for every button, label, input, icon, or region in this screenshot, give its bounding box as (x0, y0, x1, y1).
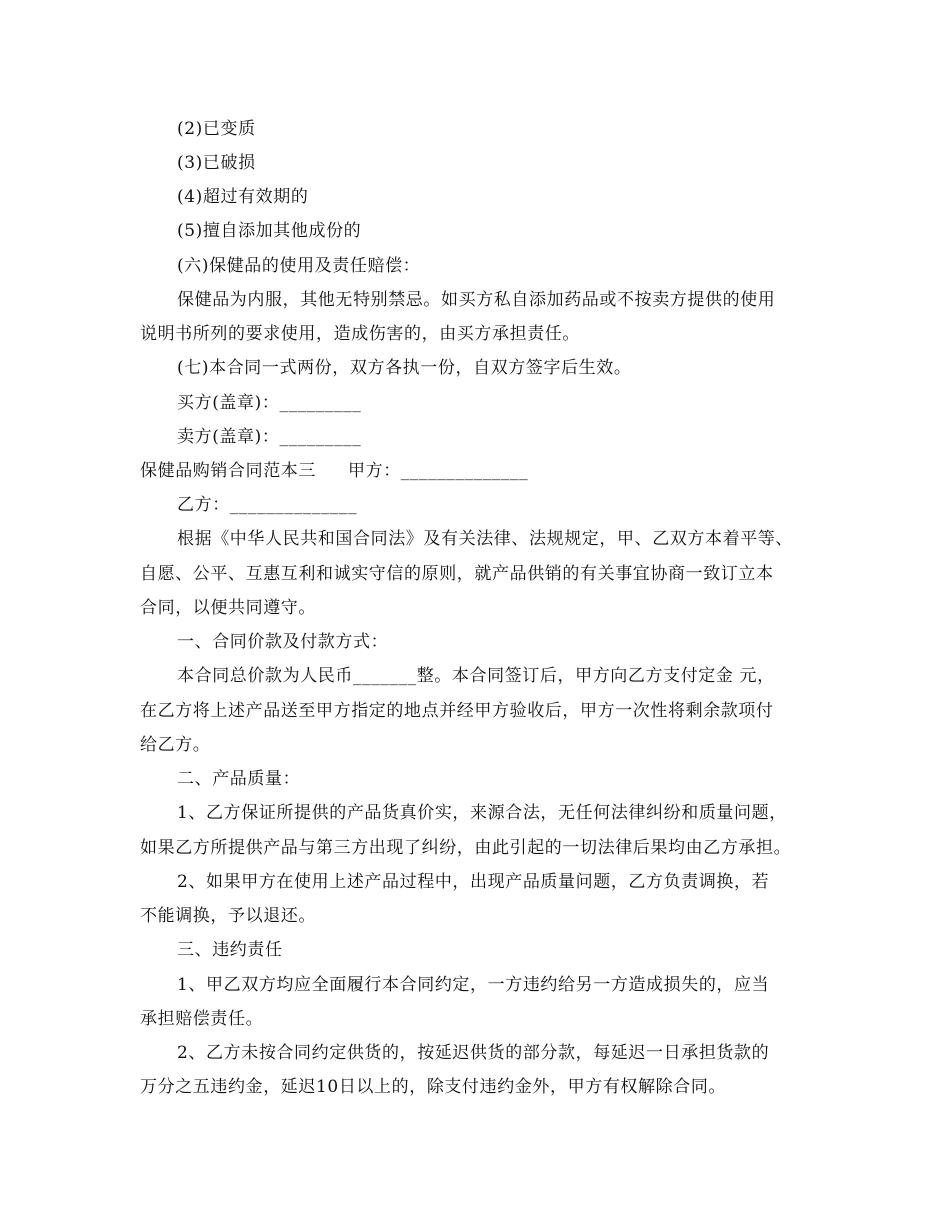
section-1-line-1: 本合同总价款为人民币_______整。本合同签订后，甲方向乙方支付定金 元， (177, 666, 775, 686)
contract-three-title-row (140, 460, 528, 482)
section-2-clause-1-line-2: 如果乙方所提供产品与第三方出现了纠纷，由此引起的一切法律后果均由乙方承担。 (140, 838, 792, 858)
item-2-deteriorated: (2)已变质 (177, 119, 256, 139)
seller-seal-line: 卖方(盖章)：_________ (177, 427, 362, 447)
buyer-seal-line: 买方(盖章)：_________ (177, 393, 362, 413)
item-4-expired: (4)超过有效期的 (177, 187, 309, 207)
preamble-line-3: 合同，以便共同遵守。 (140, 598, 316, 618)
section-2-clause-2-line-2: 不能调换，予以退还。 (140, 906, 316, 926)
section-2-clause-1-line-1: 1、乙方保证所提供的产品货真价实，来源合法，无任何法律纠纷和质量问题， (177, 803, 787, 823)
preamble-line-2: 自愿、公平、互惠互利和诚实守信的原则，就产品供销的有关事宜协商一致订立本 (140, 564, 774, 584)
section-3-clause-1-line-1: 1、甲乙双方均应全面履行本合同约定，一方违约给另一方造成损失的，应当 (177, 975, 770, 995)
section-3-clause-2-line-1: 2、乙方未按合同约定供货的，按延迟供货的部分款，每延迟一日承担货款的 (177, 1043, 770, 1063)
section-6-heading: (六)保健品的使用及责任赔偿： (177, 256, 421, 276)
section-1-line-3: 给乙方。 (140, 735, 211, 755)
section-3-heading: 三、违约责任 (177, 940, 283, 960)
section-1-heading: 一、合同价款及付款方式： (177, 632, 389, 652)
item-5-additives: (5)擅自添加其他成份的 (177, 221, 362, 241)
preamble-line-1: 根据《中华人民共和国合同法》及有关法律、法规规定，甲、乙双方本着平等、 (177, 529, 793, 549)
item-3-damaged: (3)已破损 (177, 153, 256, 173)
contract-three-title: 保健品购销合同范本三 (140, 461, 316, 481)
party-b-line: 乙方：______________ (177, 495, 358, 515)
party-a-line: 甲方：______________ (348, 461, 529, 481)
section-3-clause-2-line-2: 万分之五违约金，延迟10日以上的，除支付违约金外，甲方有权解除合同。 (140, 1077, 727, 1097)
section-1-line-2: 在乙方将上述产品送至甲方指定的地点并经甲方验收后，甲方一次性将剩余款项付 (140, 701, 774, 721)
section-2-heading: 二、产品质量： (177, 769, 301, 789)
section-3-clause-1-line-2: 承担赔偿责任。 (140, 1009, 264, 1029)
section-6-paragraph-line-2: 说明书所列的要求使用，造成伤害的，由买方承担责任。 (140, 324, 580, 344)
section-7-clause: (七)本合同一式两份，双方各执一份，自双方签字后生效。 (177, 358, 632, 378)
section-6-paragraph-line-1: 保健品为内服，其他无特别禁忌。如买方私自添加药品或不按卖方提供的使用 (177, 290, 776, 310)
section-2-clause-2-line-1: 2、如果甲方在使用上述产品过程中，出现产品质量问题，乙方负责调换，若 (177, 872, 770, 892)
